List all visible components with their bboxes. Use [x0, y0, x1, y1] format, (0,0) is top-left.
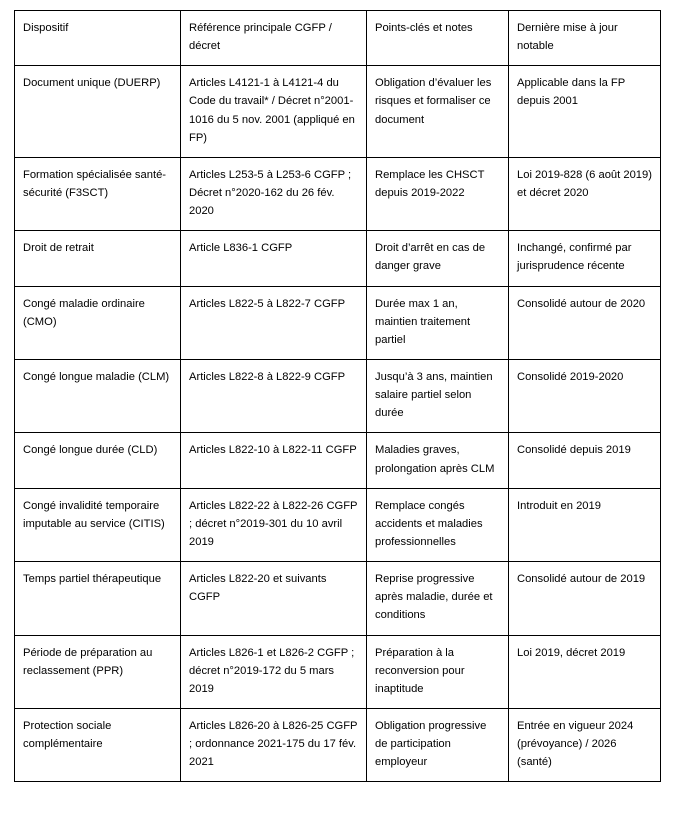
- cell-text: Dispositif: [23, 22, 69, 34]
- table-row: [15, 359, 661, 432]
- table-row: [15, 708, 661, 781]
- cell-text: Remplace congés accidents et maladies professionnelles: [375, 499, 483, 548]
- cell-points: [367, 286, 509, 359]
- cell-reference: [181, 635, 367, 708]
- cell-text: Introduit en 2019: [517, 499, 601, 512]
- cell-text: Consolidé autour de 2020: [517, 297, 646, 310]
- cell-text: Référence principale CGFP / décret: [189, 22, 332, 53]
- cell-text: Congé longue durée (CLD): [23, 444, 158, 457]
- cell-text: Article L836-1 CGFP: [189, 242, 293, 255]
- cell-text: Loi 2019, décret 2019: [517, 646, 626, 659]
- cell-text: Formation spécialisée santé-sécurité (F3SCT): [23, 168, 167, 199]
- cell-text: Obligation progressive de participation employeur: [375, 719, 487, 769]
- table-row: [15, 488, 661, 561]
- cell-dispositif: [15, 66, 181, 158]
- column-header-points: [367, 11, 509, 66]
- cell-points: [367, 359, 509, 432]
- table-row: [15, 286, 661, 359]
- cell-maj: [509, 635, 661, 708]
- dispositifs-table: [14, 10, 661, 782]
- cell-text: Points-clés et notes: [375, 22, 473, 34]
- column-header-reference: [181, 11, 367, 66]
- cell-text: Articles L826-1 et L826-2 CGFP ; décret n°2019-172 du 5 mars 2019: [189, 646, 355, 695]
- table-row: [15, 635, 661, 708]
- cell-text: Articles L4121-1 à L4121-4 du Code du travail* / Décret n°2001-1016 du 5 nov. 2001 (appliqué en FP): [189, 77, 355, 144]
- cell-text: Congé invalidité temporaire imputable au service (CITIS): [23, 499, 165, 530]
- cell-text: Document unique (DUERP): [23, 77, 161, 90]
- cell-text: Maladies graves, prolongation après CLM: [375, 444, 495, 475]
- cell-points: [367, 157, 509, 230]
- cell-reference: [181, 488, 367, 561]
- cell-text: Temps partiel thérapeutique: [23, 573, 162, 586]
- cell-reference: [181, 708, 367, 781]
- cell-text: Inchangé, confirmé par jurisprudence récente: [517, 242, 632, 273]
- column-header-dispositif: [15, 11, 181, 66]
- cell-dispositif: [15, 635, 181, 708]
- cell-text: Période de préparation au reclassement (PPR): [23, 646, 153, 677]
- cell-reference: [181, 562, 367, 635]
- cell-text: Droit de retrait: [23, 242, 94, 255]
- cell-text: Loi 2019-828 (6 août 2019) et décret 2020: [517, 168, 652, 199]
- cell-points: [367, 66, 509, 158]
- table-row: [15, 433, 661, 488]
- cell-points: [367, 562, 509, 635]
- cell-text: Préparation à la reconversion pour inaptitude: [375, 646, 465, 695]
- cell-text: Congé maladie ordinaire (CMO): [23, 297, 145, 328]
- cell-reference: [181, 157, 367, 230]
- cell-dispositif: [15, 488, 181, 561]
- cell-text: Consolidé autour de 2019: [517, 573, 646, 586]
- cell-text: Consolidé 2019-2020: [517, 370, 624, 383]
- cell-text: Dernière mise à jour notable: [517, 22, 618, 53]
- cell-text: Reprise progressive après maladie, durée et conditions: [375, 573, 493, 622]
- cell-maj: [509, 286, 661, 359]
- cell-reference: [181, 359, 367, 432]
- cell-reference: [181, 231, 367, 286]
- cell-dispositif: [15, 433, 181, 488]
- cell-text: Remplace les CHSCT depuis 2019-2022: [375, 168, 485, 199]
- cell-points: [367, 488, 509, 561]
- cell-text: Jusqu’à 3 ans, maintien salaire partiel selon durée: [375, 370, 493, 420]
- cell-dispositif: [15, 157, 181, 230]
- table-row: [15, 562, 661, 635]
- cell-text: Articles L822-20 et suivants CGFP: [189, 573, 327, 604]
- cell-dispositif: [15, 231, 181, 286]
- cell-text: Congé longue maladie (CLM): [23, 370, 170, 383]
- cell-text: Articles L253-5 à L253-6 CGFP ; Décret n°2020-162 du 26 fév. 2020: [189, 168, 352, 218]
- cell-maj: [509, 562, 661, 635]
- cell-maj: [509, 231, 661, 286]
- cell-points: [367, 708, 509, 781]
- table-row: [15, 66, 661, 158]
- cell-maj: [509, 66, 661, 158]
- cell-maj: [509, 359, 661, 432]
- column-header-maj: [509, 11, 661, 66]
- cell-maj: [509, 488, 661, 561]
- cell-text: Applicable dans la FP depuis 2001: [517, 77, 626, 108]
- cell-points: [367, 433, 509, 488]
- cell-dispositif: [15, 359, 181, 432]
- cell-maj: [509, 708, 661, 781]
- cell-points: [367, 635, 509, 708]
- cell-text: Durée max 1 an, maintien traitement partiel: [375, 297, 471, 346]
- cell-reference: [181, 433, 367, 488]
- cell-reference: [181, 66, 367, 158]
- table-header-row: [15, 11, 661, 66]
- cell-dispositif: [15, 286, 181, 359]
- cell-maj: [509, 157, 661, 230]
- cell-text: Articles L822-5 à L822-7 CGFP: [189, 297, 346, 310]
- cell-text: Articles L822-8 à L822-9 CGFP: [189, 370, 346, 383]
- cell-text: Obligation d’évaluer les risques et formaliser ce document: [375, 77, 492, 126]
- cell-text: Articles L826-20 à L826-25 CGFP ; ordonnance 2021-175 du 17 fév. 2021: [189, 719, 358, 769]
- table-row: [15, 231, 661, 286]
- cell-reference: [181, 286, 367, 359]
- cell-text: Consolidé depuis 2019: [517, 444, 631, 457]
- cell-text: Articles L822-10 à L822-11 CGFP: [189, 444, 357, 457]
- cell-dispositif: [15, 708, 181, 781]
- table-row: [15, 157, 661, 230]
- cell-text: Entrée en vigueur 2024 (prévoyance) / 2026 (santé): [517, 719, 634, 769]
- cell-dispositif: [15, 562, 181, 635]
- cell-text: Droit d’arrêt en cas de danger grave: [375, 242, 486, 273]
- cell-maj: [509, 433, 661, 488]
- cell-text: Articles L822-22 à L822-26 CGFP ; décret n°2019-301 du 10 avril 2019: [189, 499, 358, 548]
- cell-text: Protection sociale complémentaire: [23, 719, 112, 751]
- cell-points: [367, 231, 509, 286]
